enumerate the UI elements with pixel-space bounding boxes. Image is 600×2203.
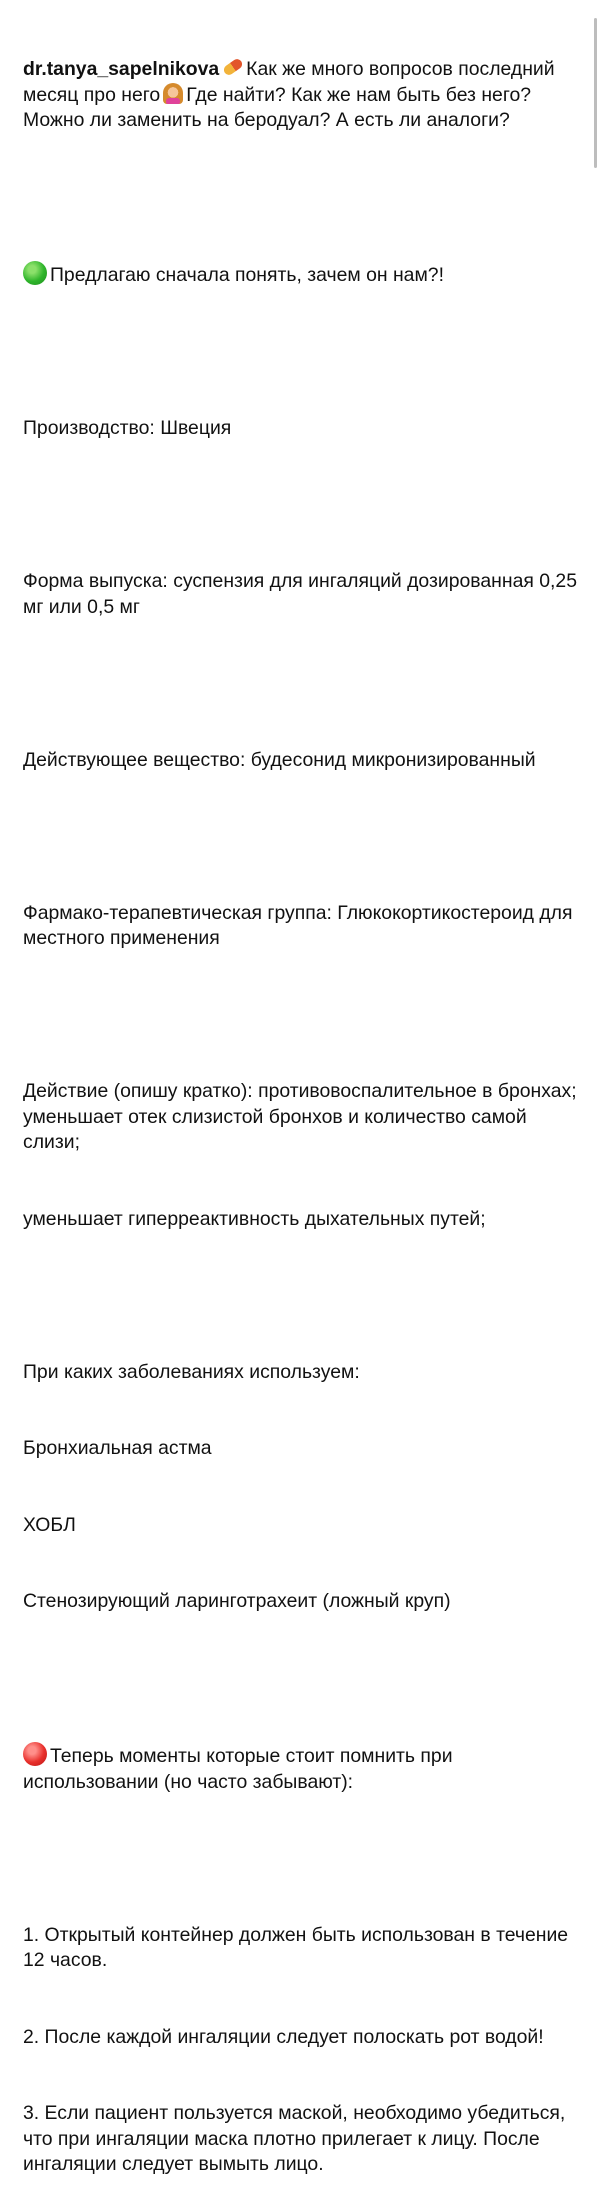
paragraph-gap bbox=[23, 1003, 579, 1029]
remember-text: Теперь моменты которые стоит помнить при использовании (но часто забывают): bbox=[23, 1745, 458, 1793]
paragraph-gap bbox=[23, 493, 579, 519]
pill-icon bbox=[222, 57, 244, 77]
paragraph-gap bbox=[23, 1666, 579, 1692]
group-line: Фармако-терапевтическая группа: Глюкокортикостероид для местного применения bbox=[23, 901, 578, 949]
scrollbar[interactable] bbox=[594, 18, 597, 168]
action-line-1: Действие (опишу кратко): противовоспалительное в бронхах; уменьшает отек слизистой бронхов и количество самой слизи; bbox=[23, 1080, 582, 1153]
remember-line bbox=[23, 1742, 579, 1795]
paragraph-gap bbox=[23, 185, 579, 211]
paragraph-gap bbox=[23, 340, 579, 366]
disease-item: Бронхиальная астма bbox=[23, 1437, 212, 1459]
diseases-title: При каких заболеваниях используем: bbox=[23, 1360, 360, 1383]
disease-item: ХОБЛ bbox=[23, 1513, 76, 1536]
caption-intro bbox=[23, 57, 579, 134]
production-line: Производство: Швеция bbox=[23, 417, 232, 439]
caption-intro-text-2: Где найти? Как же нам быть без него? Можно ли заменить на беродуал? А есть ли аналоги? bbox=[23, 83, 537, 131]
paragraph-gap bbox=[23, 671, 579, 697]
disease-item: Стенозирующий ларинготрахеит (ложный круп) bbox=[23, 1590, 451, 1612]
rule-item: 3. Если пациент пользуется маской, необходимо убедиться, что при ингаляции маска плотно прилегает к лицу. После ингаляции следует вымыть лицо. bbox=[23, 2102, 571, 2175]
rule-item: 2. После каждой ингаляции следует полоскать рот водой! bbox=[23, 2025, 544, 2048]
suggest-line bbox=[23, 261, 579, 289]
username-link[interactable]: dr.tanya_sapelnikova bbox=[23, 58, 220, 80]
suggest-text: Предлагаю сначала понять, зачем он нам?! bbox=[50, 264, 444, 286]
post-caption bbox=[23, 6, 583, 2203]
form-line: Форма выпуска: суспензия для ингаляций дозированная 0,25 мг или 0,5 мг bbox=[23, 570, 583, 618]
person-raising-hand-icon bbox=[163, 83, 183, 104]
substance-line: Действующее вещество: будесонид микронизированный bbox=[23, 748, 536, 771]
rule-item: 1. Открытый контейнер должен быть использован в течение 12 часов. bbox=[23, 1923, 574, 1971]
caption-intro-text-1: Как же много вопросов последний месяц про него bbox=[23, 58, 560, 106]
paragraph-gap bbox=[23, 1846, 579, 1872]
action-line-2: уменьшает гиперреактивность дыхательных путей; bbox=[23, 1207, 486, 1230]
paragraph-gap bbox=[23, 824, 579, 850]
green-circle-icon bbox=[23, 261, 47, 285]
red-circle-icon bbox=[23, 1742, 47, 1766]
paragraph-gap bbox=[23, 1283, 579, 1309]
